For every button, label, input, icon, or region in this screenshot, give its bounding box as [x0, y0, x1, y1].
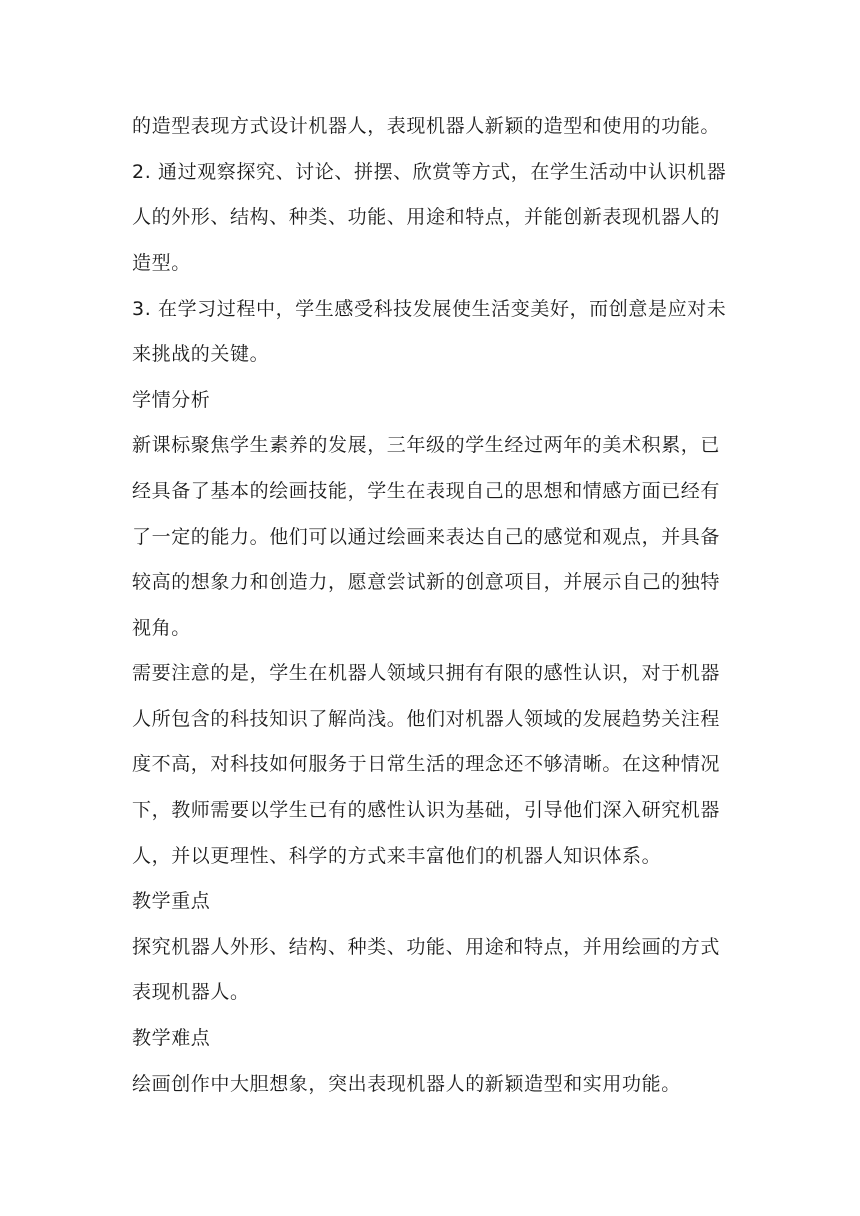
student-analysis-paragraph-1: 了一定的能力。他们可以通过绘画来表达自己的感觉和观点，并具备: [132, 526, 721, 548]
student-analysis-paragraph-1: 视角。: [132, 617, 191, 639]
section-heading-teaching-difficulty: 教学难点: [132, 1027, 211, 1049]
student-analysis-paragraph-2: 度不高，对科技如何服务于日常生活的理念还不够清晰。在这种情况: [132, 753, 721, 775]
objective-3-text: 来挑战的关键。: [132, 343, 270, 365]
student-analysis-paragraph-2: 下，教师需要以学生已有的感性认识为基础，引导他们深入研究机器: [132, 799, 721, 821]
teaching-focus-text: 表现机器人。: [132, 981, 250, 1003]
objective-2-text: 2. 通过观察探究、讨论、拼摆、欣赏等方式，在学生活动中认识机器: [132, 161, 727, 183]
objective-2-text: 人的外形、结构、种类、功能、用途和特点，并能创新表现机器人的: [132, 206, 721, 228]
student-analysis-paragraph-1: 经具备了基本的绘画技能，学生在表现自己的思想和情感方面已经有: [132, 480, 721, 502]
teaching-focus-text: 探究机器人外形、结构、种类、功能、用途和特点，并用绘画的方式: [132, 936, 721, 958]
section-heading-teaching-focus: 教学重点: [132, 890, 211, 912]
student-analysis-paragraph-1: 新课标聚焦学生素养的发展，三年级的学生经过两年的美术积累，已: [132, 434, 721, 456]
objective-1-continuation: 的造型表现方式设计机器人，表现机器人新颖的造型和使用的功能。: [132, 115, 721, 137]
objective-2-text: 造型。: [132, 252, 191, 274]
section-heading-student-analysis: 学情分析: [132, 389, 211, 411]
student-analysis-paragraph-2: 人，并以更理性、科学的方式来丰富他们的机器人知识体系。: [132, 845, 662, 867]
student-analysis-paragraph-2: 需要注意的是，学生在机器人领域只拥有有限的感性认识，对于机器: [132, 662, 721, 684]
teaching-difficulty-text: 绘画创作中大胆想象，突出表现机器人的新颖造型和实用功能。: [132, 1073, 681, 1095]
objective-3-text: 3. 在学习过程中，学生感受科技发展使生活变美好，而创意是应对未: [132, 298, 727, 320]
student-analysis-paragraph-2: 人所包含的科技知识了解尚浅。他们对机器人领域的发展趋势关注程: [132, 708, 721, 730]
student-analysis-paragraph-1: 较高的想象力和创造力，愿意尝试新的创意项目，并展示自己的独特: [132, 571, 721, 593]
